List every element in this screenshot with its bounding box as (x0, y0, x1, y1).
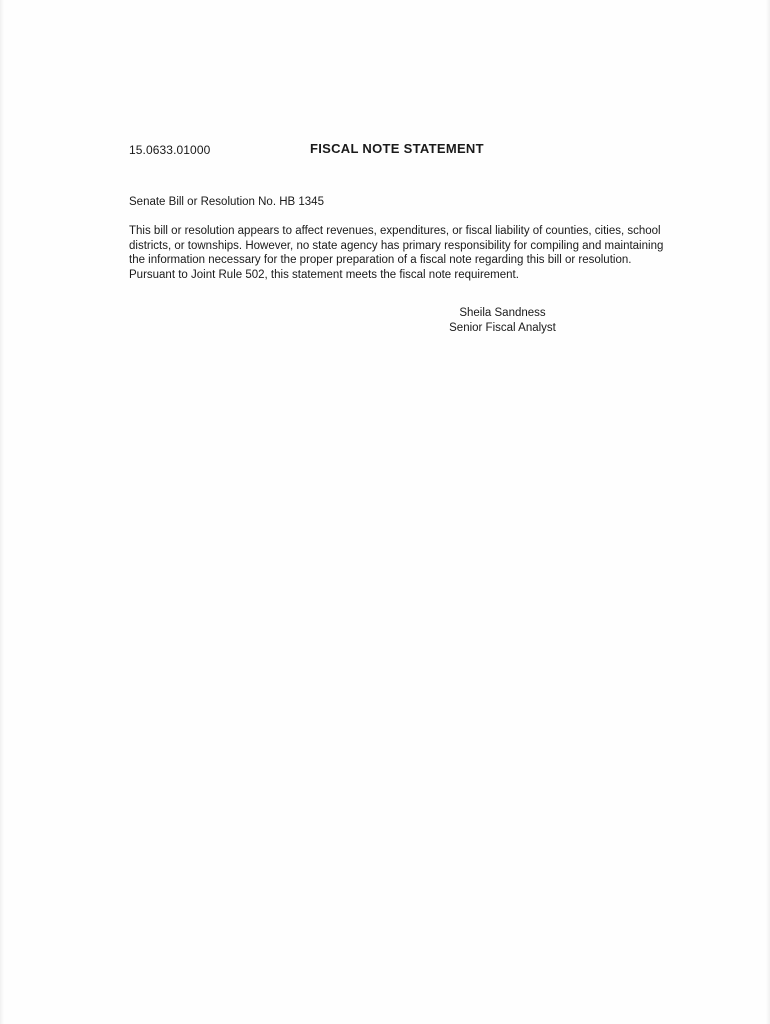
document-number: 15.0633.01000 (129, 143, 211, 157)
document-title: FISCAL NOTE STATEMENT (310, 141, 484, 156)
body-line: the information necessary for the proper preparation of a fiscal note regarding this bill or resolution. (129, 254, 632, 266)
signatory-name: Sheila Sandness (459, 307, 546, 319)
scan-edge-right (766, 0, 770, 1024)
body-line: This bill or resolution appears to affect revenues, expenditures, or fiscal liability of counties, cities, school (129, 225, 661, 237)
body-line: Pursuant to Joint Rule 502, this statement meets the fiscal note requirement. (129, 268, 519, 281)
scan-edge-left (0, 0, 4, 1024)
body-line: districts, or townships. However, no state agency has primary responsibility for compiling and maintaining (129, 239, 664, 252)
signature-block (430, 306, 575, 336)
body-paragraph (129, 224, 669, 282)
bill-number-line: Senate Bill or Resolution No. HB 1345 (129, 196, 324, 208)
signatory-position: Senior Fiscal Analyst (449, 322, 556, 334)
